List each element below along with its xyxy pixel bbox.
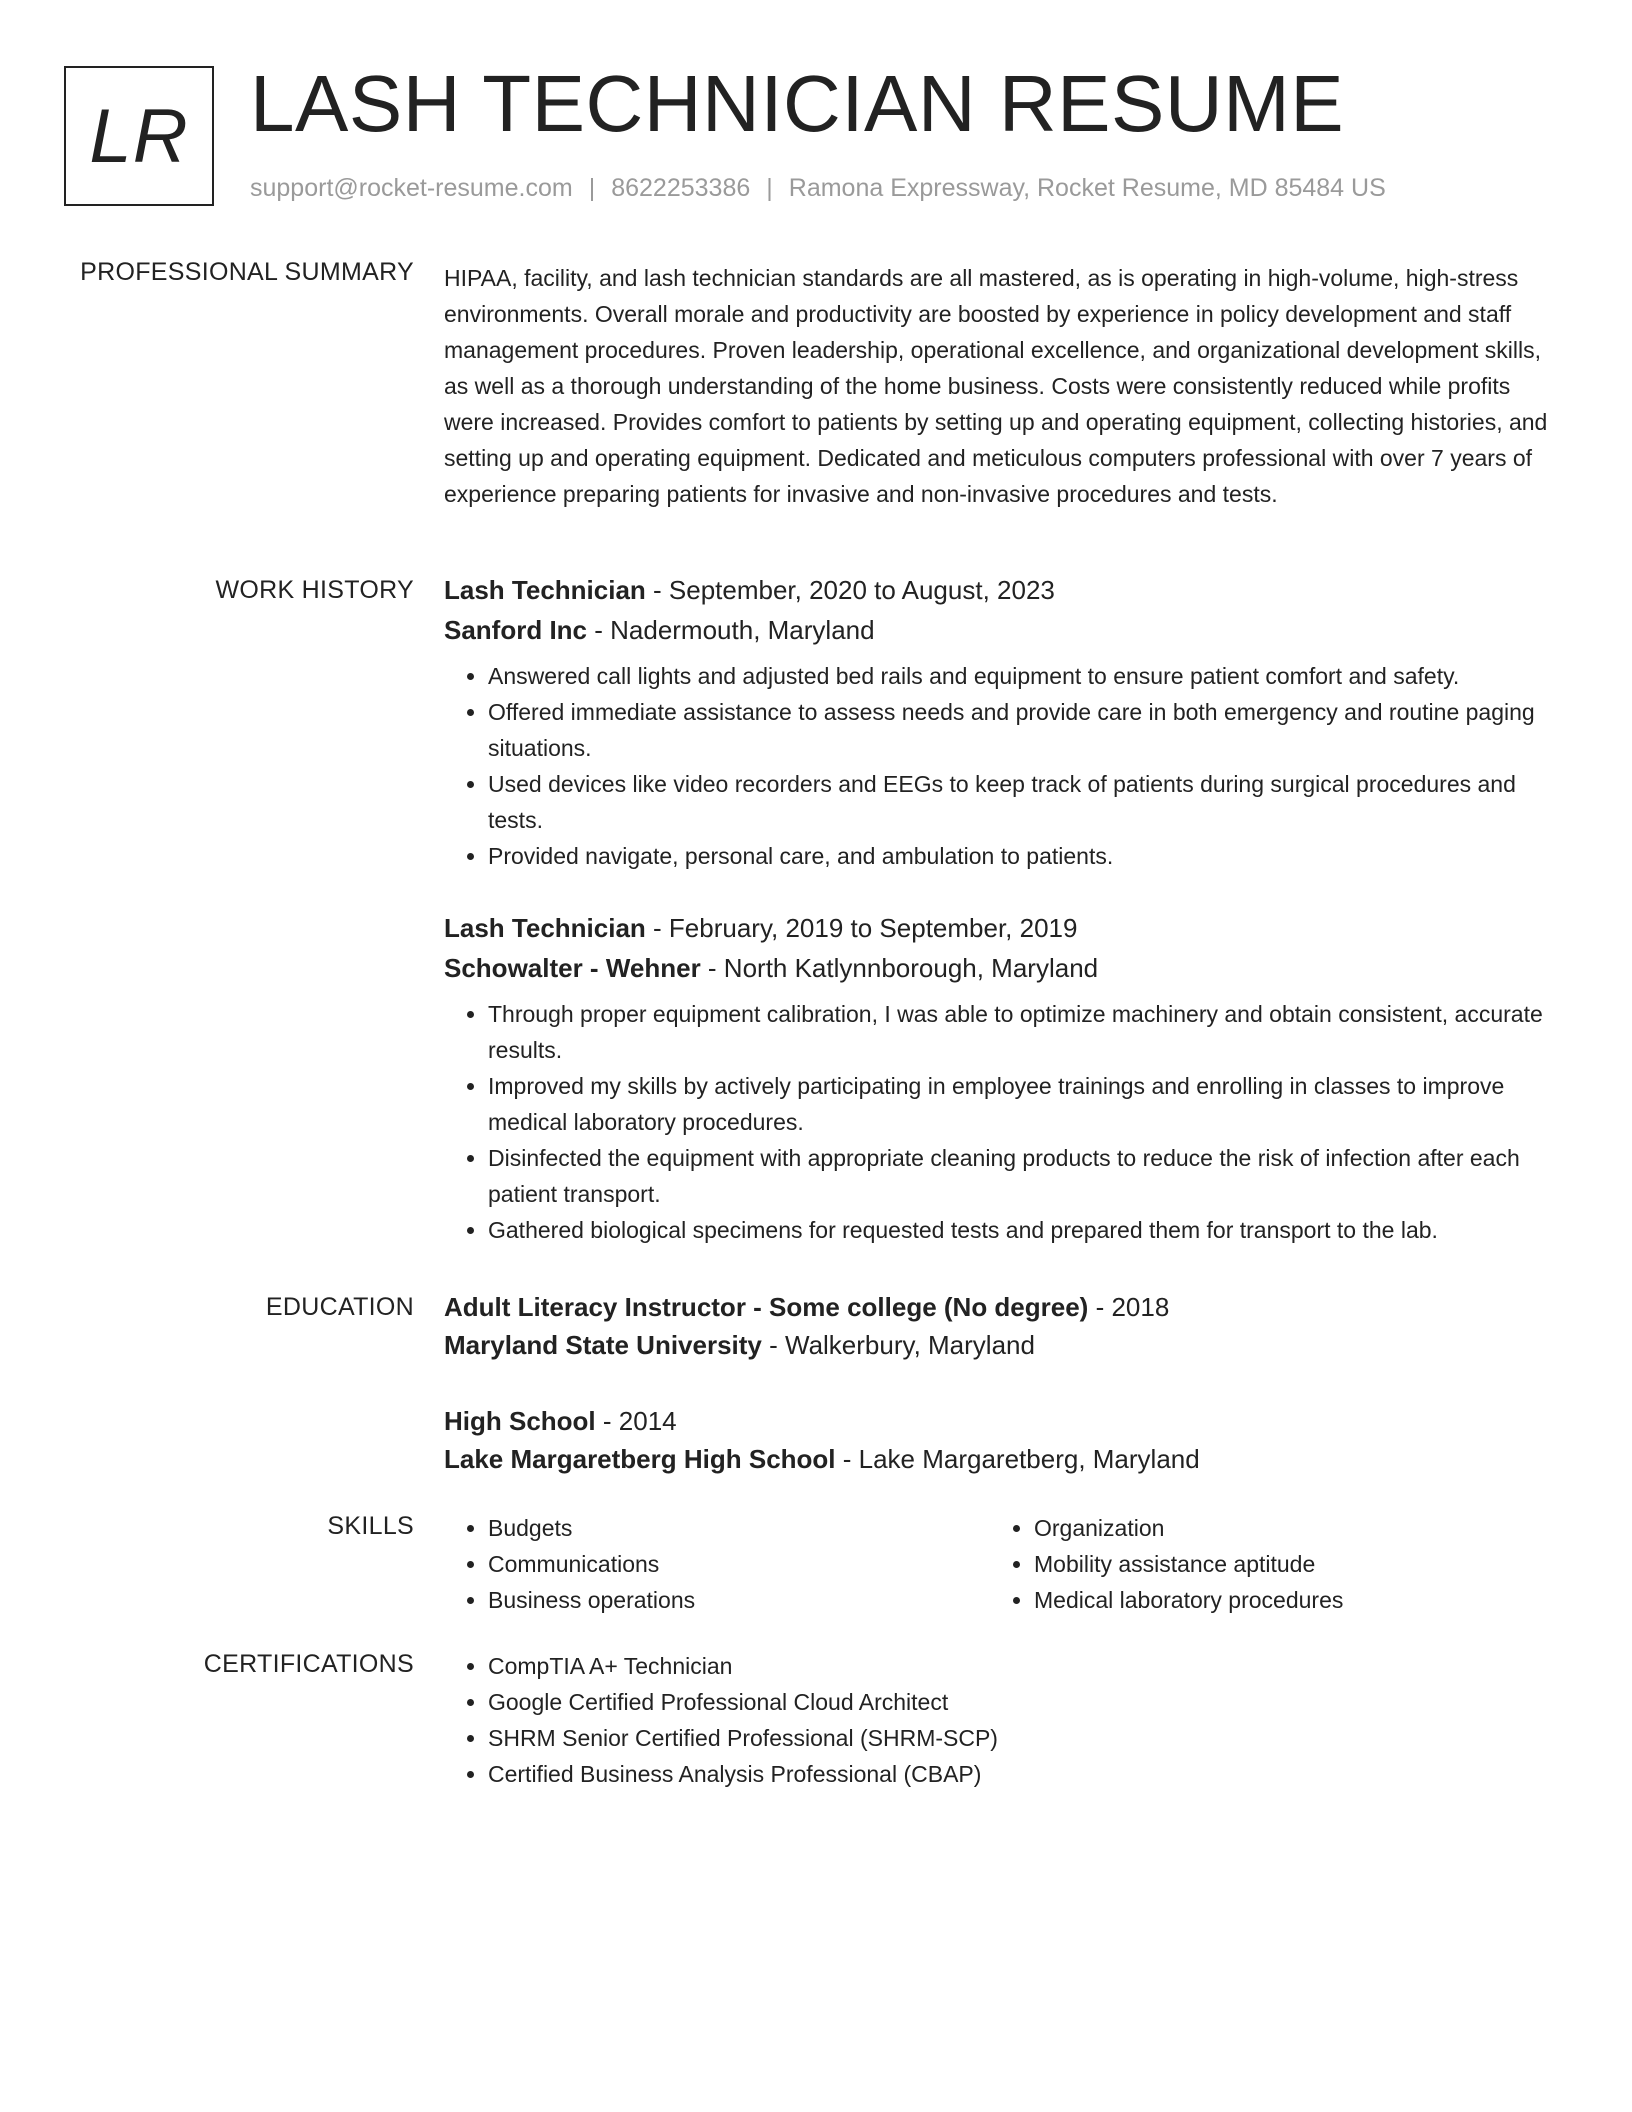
- certification-item: • Certified Business Analysis Professional (CBAP): [488, 1756, 1566, 1792]
- section-label-skills: SKILLS: [327, 1512, 414, 1540]
- job-location: - Nadermouth, Maryland: [587, 615, 875, 645]
- job-title-line: [444, 908, 1566, 948]
- job-bullet: • Through proper equipment calibration, I was able to optimize machinery and obtain consistent, accurate results.: [488, 996, 1566, 1068]
- summary-body: [444, 260, 1566, 512]
- education-location: - Lake Margaretberg, Maryland: [835, 1444, 1200, 1474]
- education-location: - Walkerbury, Maryland: [761, 1330, 1035, 1360]
- contact-line: [250, 174, 1386, 203]
- contact-address: Ramona Expressway, Rocket Resume, MD 85484 US: [788, 174, 1386, 202]
- certification-item: • CompTIA A+ Technician: [488, 1648, 1566, 1684]
- skill-item: • Mobility assistance aptitude: [1034, 1546, 1536, 1582]
- education-degree: Adult Literacy Instructor - Some college (No degree): [444, 1292, 1089, 1322]
- contact-phone[interactable]: 8622253386: [611, 174, 751, 202]
- job-bullets: [444, 658, 1566, 874]
- skill-item: • Communications: [488, 1546, 990, 1582]
- skills-column-2: [990, 1510, 1536, 1618]
- job-title: Lash Technician: [444, 913, 646, 943]
- education-school-line: [444, 1439, 1566, 1479]
- job-entry: [444, 908, 1566, 1248]
- education-degree-line: [444, 1287, 1566, 1327]
- contact-email[interactable]: support@rocket-resume.com: [250, 174, 573, 202]
- contact-separator: |: [766, 174, 773, 202]
- education-body: [444, 1287, 1566, 1479]
- skills-column-1: [444, 1510, 990, 1618]
- education-school: Lake Margaretberg High School: [444, 1444, 836, 1474]
- skill-item: • Medical laboratory procedures: [1034, 1582, 1536, 1618]
- job-title: Lash Technician: [444, 575, 646, 605]
- resume-header: [64, 59, 1568, 212]
- job-bullet: • Provided navigate, personal care, and ambulation to patients.: [488, 838, 1566, 874]
- work-history-body: [444, 570, 1566, 1248]
- skill-item: • Organization: [1034, 1510, 1536, 1546]
- job-bullet: • Gathered biological specimens for requested tests and prepared them for transport to the lab.: [488, 1212, 1566, 1248]
- section-label-work-history: WORK HISTORY: [215, 576, 414, 604]
- job-company: Schowalter - Wehner: [444, 953, 701, 983]
- education-school-line: [444, 1325, 1566, 1365]
- education-degree: High School: [444, 1406, 596, 1436]
- education-degree-line: [444, 1401, 1566, 1441]
- job-entry: [444, 570, 1566, 874]
- job-dates: - February, 2019 to September, 2019: [645, 913, 1078, 943]
- certification-item: • SHRM Senior Certified Professional (SHRM-SCP): [488, 1720, 1566, 1756]
- skills-grid: [444, 1510, 1566, 1618]
- job-bullet: • Disinfected the equipment with appropriate cleaning products to reduce the risk of infection after each patient transport.: [488, 1140, 1566, 1212]
- job-title-line: [444, 570, 1566, 610]
- certifications-list: [444, 1648, 1566, 1792]
- skills-body: [444, 1510, 1566, 1618]
- job-bullet: • Used devices like video recorders and EEGs to keep track of patients during surgical procedures and tests.: [488, 766, 1566, 838]
- education-year: - 2018: [1088, 1292, 1170, 1322]
- job-bullets: [444, 996, 1566, 1248]
- resume-title: LASH TECHNICIAN RESUME: [250, 59, 1345, 148]
- certification-item: • Google Certified Professional Cloud Architect: [488, 1684, 1566, 1720]
- job-location: - North Katlynnborough, Maryland: [700, 953, 1099, 983]
- job-bullet: • Answered call lights and adjusted bed rails and equipment to ensure patient comfort and safety.: [488, 658, 1566, 694]
- skill-item: • Budgets: [488, 1510, 990, 1546]
- contact-separator: |: [588, 174, 596, 202]
- education-entry: [444, 1401, 1566, 1479]
- section-label-certifications: CERTIFICATIONS: [203, 1650, 414, 1678]
- monogram-logo: LR: [64, 66, 214, 206]
- job-company: Sanford Inc: [444, 615, 588, 645]
- job-dates: - September, 2020 to August, 2023: [645, 575, 1055, 605]
- job-bullet: • Improved my skills by actively participating in employee trainings and enrolling in classes to improve medical laboratory procedures.: [488, 1068, 1566, 1140]
- summary-text: HIPAA, facility, and lash technician standards are all mastered, as is operating in high-volume, high-stress environments. Overall morale and productivity are boosted by experience in policy development and staff management procedures. Proven leadership, operational excellence, and organizational development skills, as well as a thorough understanding of the home business. Costs were consistently reduced while profits were increased. Provides comfort to patients by setting up and operating equipment, collecting histories, and setting up and operating equipment. Dedicated and meticulous computers professional with over 7 years of experience preparing patients for invasive and non-invasive procedures and tests.: [444, 265, 1548, 507]
- certifications-body: [444, 1648, 1566, 1792]
- education-entry: [444, 1287, 1566, 1365]
- education-school: Maryland State University: [444, 1330, 762, 1360]
- job-bullet: • Offered immediate assistance to assess needs and provide care in both emergency and routine paging situations.: [488, 694, 1566, 766]
- job-company-line: [444, 948, 1566, 988]
- job-company-line: [444, 610, 1566, 650]
- section-label-education: EDUCATION: [265, 1293, 414, 1321]
- section-label-summary: PROFESSIONAL SUMMARY: [80, 258, 414, 286]
- education-year: - 2014: [595, 1406, 677, 1436]
- skill-item: • Business operations: [488, 1582, 990, 1618]
